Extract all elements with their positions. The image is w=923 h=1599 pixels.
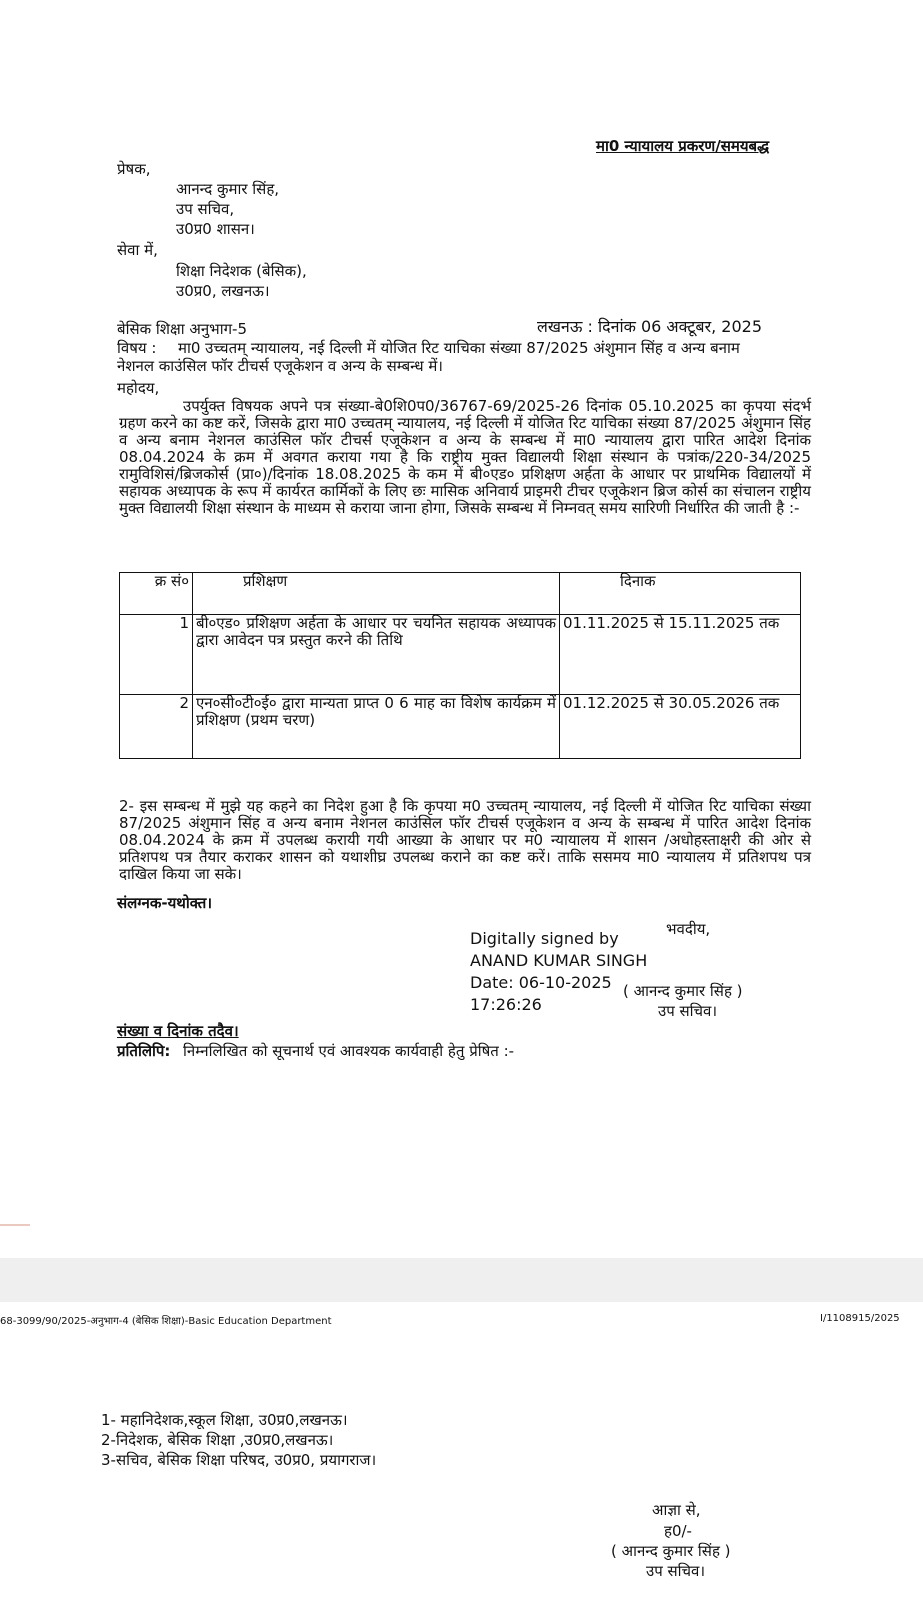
subject-label: विषय : [117,339,157,357]
reference-line: संख्या व दिनांक तदैव। [117,1022,239,1040]
copy-text: निम्नलिखित को सूचनार्थ एवं आवश्यक कार्यवाही हेतु प्रेषित :- [183,1042,515,1060]
sender-name: आनन्द कुमार सिंह, [176,180,280,198]
digital-signature-line-4: 17:26:26 [470,995,542,1014]
signatory-designation: उप सचिव। [658,1002,718,1020]
sender-designation: उप सचिव, [176,200,235,218]
footer-file-number: 68-3099/90/2025-अनुभाग-4 (बेसिक शिक्षा)-Basic Education Department [0,1316,332,1327]
page-edge-mark [0,1224,30,1226]
body-paragraph-1: उपर्युक्त विषयक अपने पत्र संख्या-बे0शि0प0/36767-69/2025-26 दिनांक 05.10.2025 का कृपया संदर्भ ग्रहण करने का कष्ट करें, जिसके द्वारा मा0 उच्चतम् न्यायालय, नई दिल्ली में योजित रिट याचिका संख्या 87/2025 अंशुमान सिंह व अन्य बनाम नेशनल काउंसिल फॉर टीचर्स एजूकेशन व अन्य के सम्बन्ध में मा0 न्यायालय द्वारा पारित आदेश दिनांक 08.04.2024 के क्रम में अवगत कराया गया है कि राष्ट्रीय मुक्त विद्यालयी शिक्षा संस्थान के पत्रांक/220-34/2025 रामुविशिसं/ब्रिजकोर्स (प्रा०)/दिनांक 18.08.2025 के कम में बी०एड० प्रशिक्षण अर्हता के आधार पर प्राथमिक विद्यालयों में सहायक अध्यापक के रूप में कार्यरत कार्मिकों के लिए छः मासिक अनिवार्य प्राइमरी टीचर एजूकेशन ब्रिज कोर्स का संचालन राष्ट्रीय मुक्त विद्यालयी शिक्षा संस्थान के माध्यम से कराया जाना होगा, जिसके सम्बन्ध में निम्नवत् समय सारिणी निर्धारित की जाती है :- [119,397,811,517]
closing: भवदीय, [666,920,711,938]
digital-signature-line-2: ANAND KUMAR SINGH [470,951,648,970]
sender-label: प्रेषक, [117,160,151,178]
section-name: बेसिक शिक्षा अनुभाग-5 [117,320,247,338]
enclosure: संलग्नक-यथोक्त। [117,894,213,912]
copy-label: प्रतिलिपि: [117,1042,171,1060]
table-header-row [120,573,801,615]
digital-signature-line-1: Digitally signed by [470,929,619,948]
table-row [120,695,801,759]
table-cell-training: एन०सी०टी०ई० द्वारा मान्यता प्राप्त 0 6 माह का विशेष कार्यक्रम में प्रशिक्षण (प्रथम चरण) [193,695,560,759]
order-signatory-name: ( आनन्द कुमार सिंह ) [611,1542,731,1560]
copy-list-item-2: 2-निदेशक, बेसिक शिक्षा ,उ0प्र0,लखनऊ। [101,1431,334,1449]
signatory-name: ( आनन्द कुमार सिंह ) [623,982,743,1000]
order-line: आज्ञा से, [652,1501,701,1519]
digital-signature-line-3: Date: 06-10-2025 [470,973,612,992]
schedule-table [119,572,801,759]
table-cell-sn: 1 [120,615,193,695]
top-heading: मा0 न्यायालय प्रकरण/समयबद्ध [596,137,770,155]
salutation: महोदय, [117,379,160,397]
page-separator [0,1258,923,1302]
subject-line-2: नेशनल काउंसिल फॉर टीचर्स एजूकेशन व अन्य के सम्बन्ध में। [117,357,443,375]
order-sign: ह0/- [664,1522,692,1540]
subject-line-1: मा0 उच्चतम् न्यायालय, नई दिल्ली में योजित रिट याचिका संख्या 87/2025 अंशुमान सिंह व अन्य बनाम [178,339,740,357]
recipient-name: शिक्षा निदेशक (बेसिक), [176,262,307,280]
recipient-address: उ0प्र0, लखनऊ। [176,282,270,300]
copy-list-item-1: 1- महानिदेशक,स्कूल शिक्षा, उ0प्र0,लखनऊ। [101,1411,348,1429]
table-cell-sn: 2 [120,695,193,759]
recipient-label: सेवा में, [117,241,158,259]
copy-list-item-3: 3-सचिव, बेसिक शिक्षा परिषद, उ0प्र0, प्रयागराज। [101,1451,377,1469]
table-cell-date: 01.11.2025 से 15.11.2025 तक [560,615,801,695]
table-header-training: प्रशिक्षण [193,573,560,615]
sender-office: उ0प्र0 शासन। [176,220,255,238]
table-header-date: दिनाक [560,573,801,615]
table-cell-date: 01.12.2025 से 30.05.2026 तक [560,695,801,759]
table-header-sn: क्र सं० [120,573,193,615]
table-cell-training: बी०एड० प्रशिक्षण अर्हता के आधार पर चयनित सहायक अध्यापक द्वारा आवेदन पत्र प्रस्तुत करने की तिथि [193,615,560,695]
body-paragraph-2: 2- इस सम्बन्ध में मुझे यह कहने का निदेश हुआ है कि कृपया म0 उच्चतम् न्यायालय, नई दिल्ली में योजित रिट याचिका संख्या 87/2025 अंशुमान सिंह व अन्य बनाम नेशनल काउंसिल फॉर टीचर्स एजूकेशन व अन्य के सम्बन्ध में पारित आदेश दिनांक 08.04.2024 के क्रम में उपलब्ध करायी गयी आख्या के आधार पर म0 न्यायालय में शासन /अधोहस्ताक्षरी की ओर से प्रतिशपथ पत्र तैयार कराकर शासन को यथाशीघ्र उपलब्ध कराने का कष्ट करें। ताकि ससमय मा0 न्यायालय में प्रतिशपथ पत्र दाखिल किया जा सके। [119,797,811,883]
place-date: लखनऊ : दिनांक 06 अक्टूबर, 2025 [537,317,763,336]
order-signatory-designation: उप सचिव। [646,1562,706,1580]
footer-receipt-number: I/1108915/2025 [820,1313,900,1324]
table-row [120,615,801,695]
